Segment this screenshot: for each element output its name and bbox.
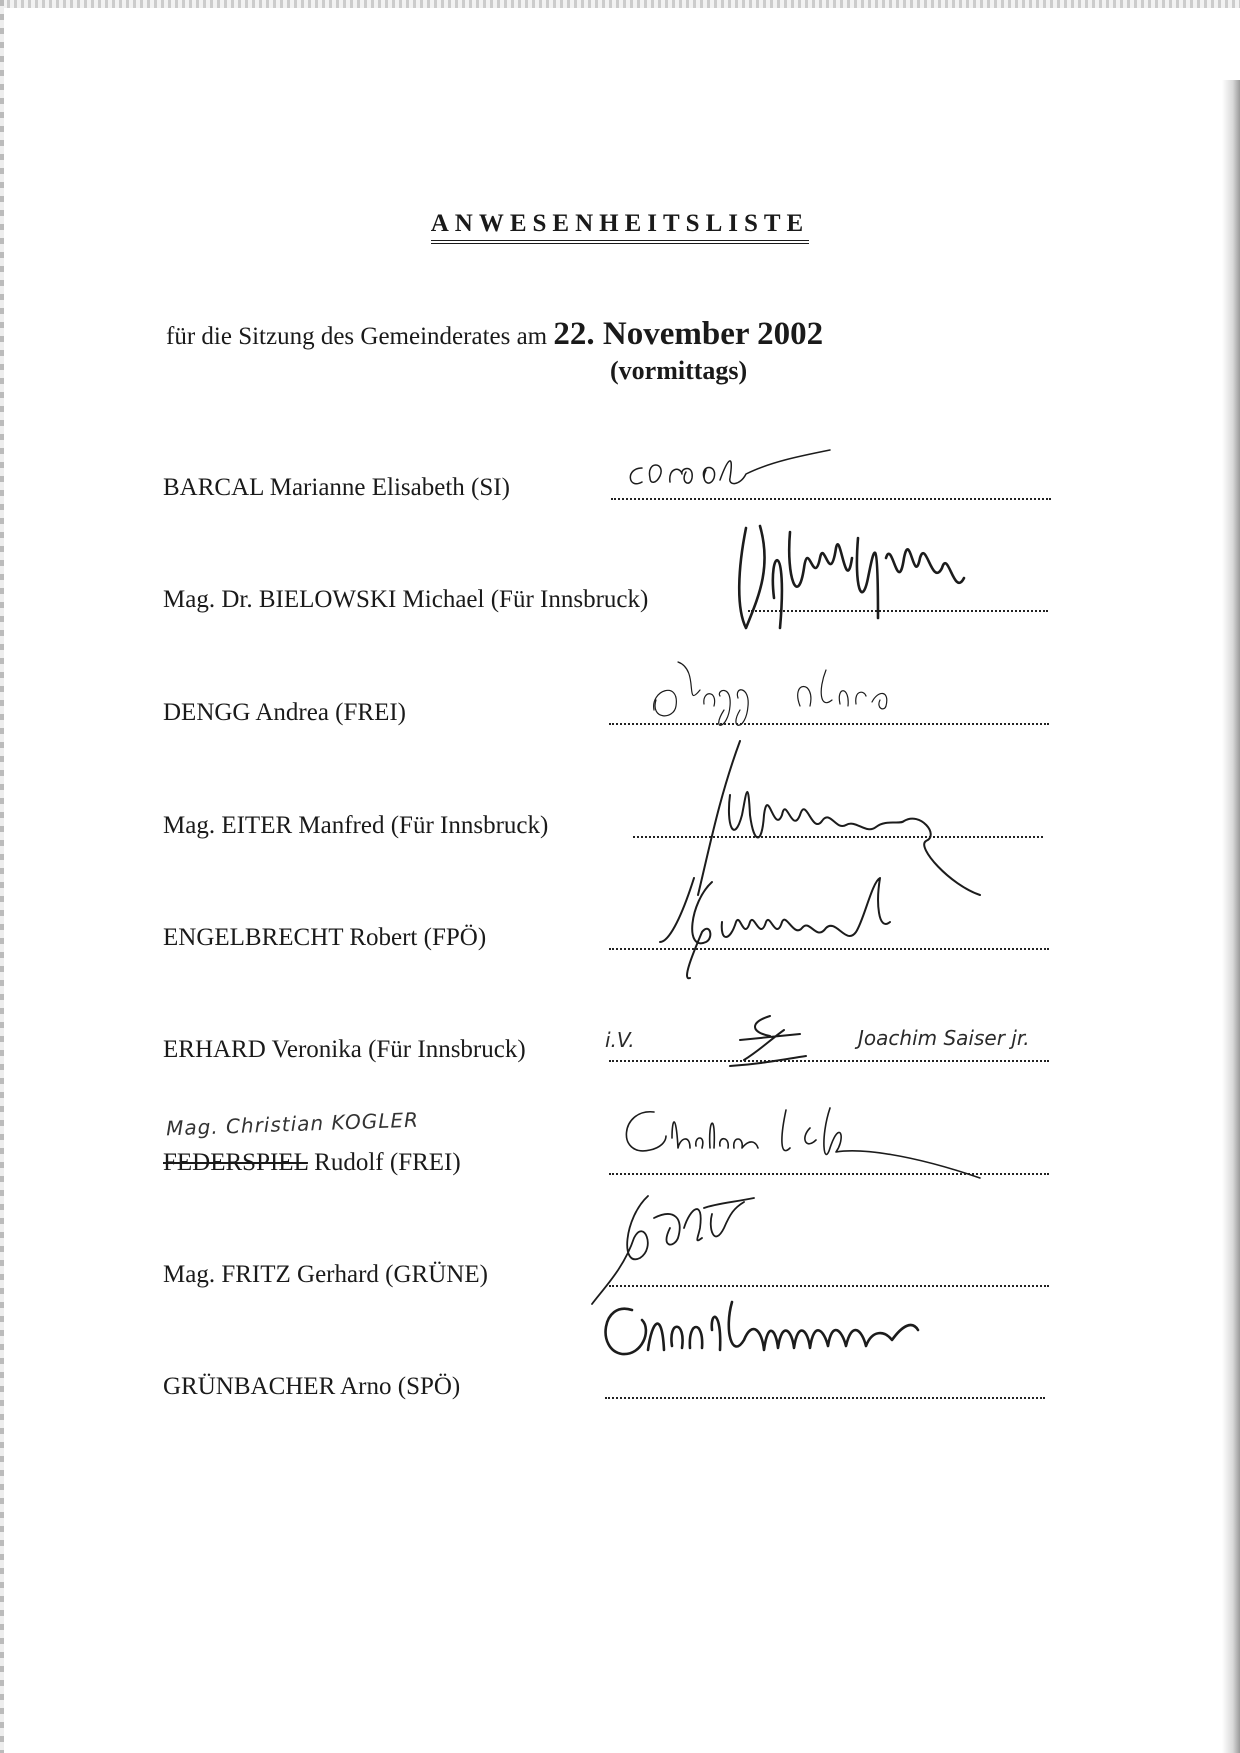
scan-edge-right — [1222, 80, 1240, 1753]
attendee-name: Mag. Dr. BIELOWSKI Michael (Für Innsbruck) — [163, 586, 649, 613]
subtitle-prefix: für die Sitzung des Gemeinderates am — [166, 323, 548, 350]
signature-line — [609, 1060, 1049, 1062]
session-time: (vormittags) — [610, 356, 748, 385]
attendee-row — [163, 1008, 1053, 1068]
scan-edge-left — [0, 0, 4, 1753]
page-title — [0, 210, 1240, 238]
attendee-name — [163, 1149, 461, 1177]
signature-gruenbacher — [592, 1290, 972, 1380]
attendee-name: Mag. FRITZ Gerhard (GRÜNE) — [163, 1261, 488, 1288]
struck-surname: FEDERSPIEL — [163, 1149, 308, 1176]
attendee-name: Mag. EITER Manfred (Für Innsbruck) — [163, 812, 549, 839]
scan-edge-top — [0, 0, 1240, 8]
signature-line — [611, 498, 1051, 500]
title-text: ANWESENHEITSLISTE — [431, 210, 810, 244]
signature-line — [605, 1397, 1045, 1399]
subtitle — [166, 316, 823, 353]
attendee-name: ENGELBRECHT Robert (FPÖ) — [163, 924, 487, 951]
signature-erhard-proxy — [710, 1010, 820, 1070]
signature-kogler — [610, 1098, 1000, 1198]
session-date: 22. November 2002 — [553, 316, 824, 352]
attendee-name-rest: Rudolf (FREI) — [307, 1149, 461, 1176]
attendee-name: BARCAL Marianne Elisabeth (SI) — [163, 474, 510, 501]
attendee-name: DENGG Andrea (FREI) — [163, 699, 407, 726]
signature-barcal — [620, 438, 850, 498]
signature-bielowski — [728, 508, 998, 638]
proxy-prefix: i.V. — [605, 1028, 635, 1052]
attendee-name: ERHARD Veronika (Für Innsbruck) — [163, 1036, 526, 1063]
proxy-name: Joachim Saiser jr. — [858, 1026, 1030, 1050]
signature-engelbrecht — [650, 872, 970, 982]
attendee-name: GRÜNBACHER Arno (SPÖ) — [163, 1373, 461, 1400]
signature-dengg — [640, 650, 970, 740]
replacement-annotation: Mag. Christian KOGLER — [165, 1107, 420, 1141]
attendee-row — [163, 446, 1053, 506]
